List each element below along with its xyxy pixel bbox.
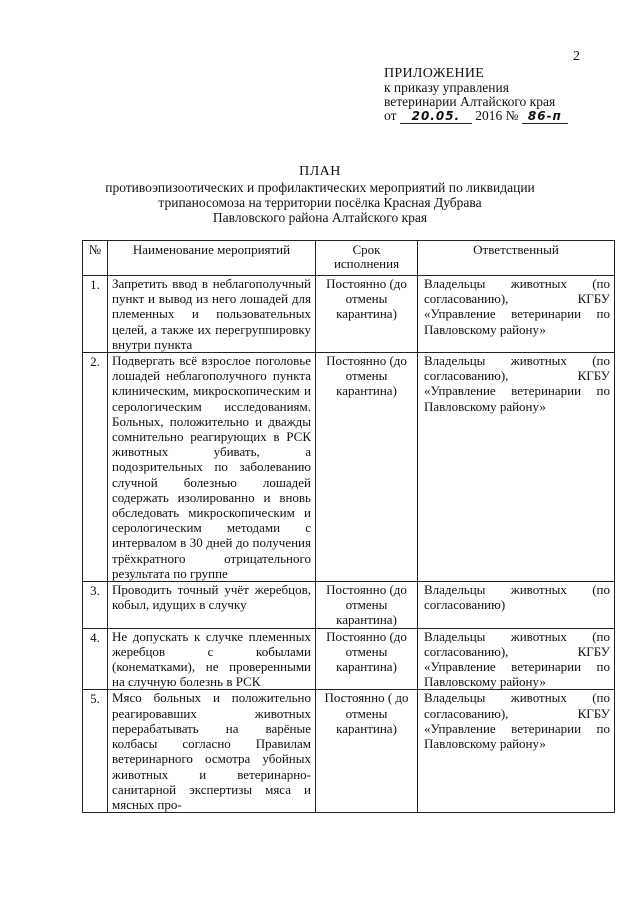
order-year: 2016 № bbox=[475, 108, 519, 123]
handwritten-date: 20.05. bbox=[400, 110, 472, 124]
plan-title: ПЛАН bbox=[299, 164, 341, 179]
row-term: Постоянно (до отмены карантина) bbox=[316, 276, 418, 353]
row-number: 3. bbox=[83, 582, 108, 629]
handwritten-order-number: 86-п bbox=[522, 110, 568, 124]
table-header-row bbox=[83, 241, 615, 276]
table-row bbox=[83, 276, 615, 353]
row-term: Постоянно (до отмены карантина) bbox=[316, 628, 418, 690]
header-name: Наименование мероприятий bbox=[108, 241, 316, 276]
row-responsible: Владельцы животных (по согласованию), КГБУ «Управление ветеринарии по Павловскому району» bbox=[418, 276, 615, 353]
row-responsible: Владельцы животных (по согласованию), КГБУ «Управление ветеринарии по Павловскому району» bbox=[418, 690, 615, 813]
header-responsible: Ответственный bbox=[418, 241, 615, 276]
header-term: Срок исполнения bbox=[316, 241, 418, 276]
date-prefix: от bbox=[384, 108, 397, 123]
appendix-line-2: ветеринарии Алтайского края bbox=[384, 94, 556, 109]
row-term: Постоянно ( до отмены карантина) bbox=[316, 690, 418, 813]
row-number: 1. bbox=[83, 276, 108, 353]
page-number: 2 bbox=[573, 49, 580, 64]
row-responsible: Владельцы животных (по согласованию) bbox=[418, 582, 615, 629]
row-action: Подвергать всё взрослое поголовье лошадей неблагополучного пункта клиническим, микроскопическим и серологическим исследованиям. Больных, положительно и дважды сомнительно реагирующих в РСК животных убивать, а подозрительных по заболеванию случной болезнью лошадей содержать изолированно и вновь обследовать микроскопическим и серологическим методами с интервалом в 30 дней до получения трёхкратного отрицательного результата по группе bbox=[108, 353, 316, 582]
row-action: Проводить точный учёт жеребцов, кобыл, идущих в случку bbox=[108, 582, 316, 629]
measures-table bbox=[82, 240, 615, 813]
appendix-block bbox=[384, 67, 568, 124]
row-action: Запретить ввод в неблагополучный пункт и вывод из него лошадей для племенных и пользовательных целей, а также их перегруппировку внутри пункта bbox=[108, 276, 316, 353]
row-responsible: Владельцы животных (по согласованию), КГБУ «Управление ветеринарии по Павловскому району» bbox=[418, 353, 615, 582]
row-action: Мясо больных и положительно реагировавших животных перерабатывать на варёные колбасы согласно Правилам ветеринарного осмотра убойных животных и ветеринарно-санитарной экспертизы мяса и мясных про- bbox=[108, 690, 316, 813]
table-row bbox=[83, 582, 615, 629]
appendix-line-1: к приказу управления bbox=[384, 80, 509, 95]
plan-subtitle-line: Павловского района Алтайского края bbox=[212, 210, 428, 225]
plan-subtitle-line: противоэпизоотических и профилактических мероприятий по ликвидации bbox=[105, 180, 535, 195]
row-responsible: Владельцы животных (по согласованию), КГБУ «Управление ветеринарии по Павловскому району» bbox=[418, 628, 615, 690]
row-number: 5. bbox=[83, 690, 108, 813]
plan-subtitle bbox=[40, 180, 600, 225]
row-term: Постоянно (до отмены карантина) bbox=[316, 582, 418, 629]
table-row bbox=[83, 628, 615, 690]
row-number: 4. bbox=[83, 628, 108, 690]
table-row bbox=[83, 353, 615, 582]
appendix-date-line bbox=[384, 109, 568, 124]
table-row bbox=[83, 690, 615, 813]
header-num: № bbox=[83, 241, 108, 276]
row-action: Не допускать к случке племенных жеребцов с кобылами (конематками), не проверенными на случную болезнь в РСК bbox=[108, 628, 316, 690]
appendix-title: ПРИЛОЖЕНИЕ bbox=[384, 66, 485, 81]
row-number: 2. bbox=[83, 353, 108, 582]
row-term: Постоянно (до отмены карантина) bbox=[316, 353, 418, 582]
plan-subtitle-line: трипаносомоза на территории посёлка Красная Дубрава bbox=[158, 195, 482, 210]
